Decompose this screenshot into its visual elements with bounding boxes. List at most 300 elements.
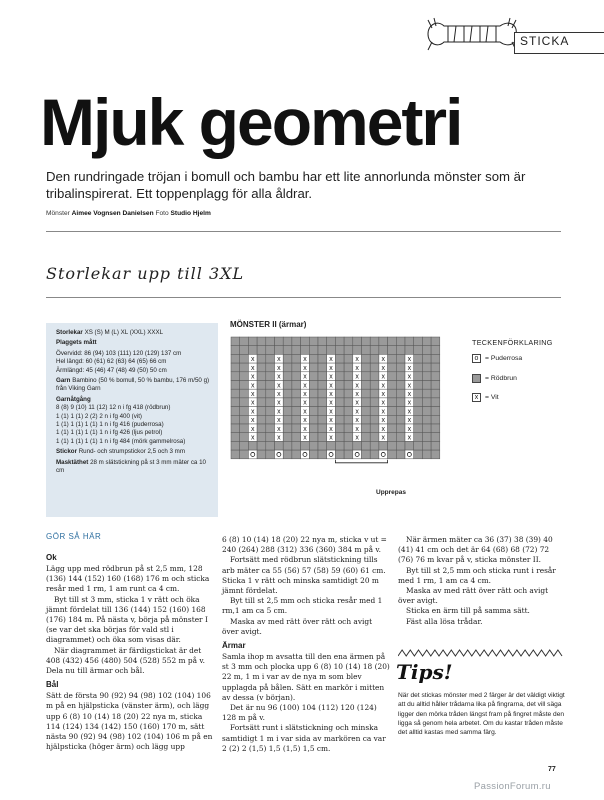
spec-yarn-3: 1 (1) 1 (1) 1 (1) 1 n i fg 416 (puderrosa) [56, 421, 164, 429]
chart-cell-rodbrun [370, 424, 379, 433]
legend-label: = Rödbrun [485, 375, 517, 382]
spec-yarn-5: 1 (1) 1 (1) 1 (1) 1 n i fg 484 (mörk gammelrosa) [56, 437, 186, 445]
chart-cell-rodbrun [266, 415, 275, 424]
chart-cell-rodbrun [335, 354, 344, 363]
chart-cell-rodbrun [396, 398, 405, 407]
chart-cell-rodbrun [257, 398, 266, 407]
chart-cell-rodbrun [292, 398, 301, 407]
chart-cell-rodbrun [362, 372, 371, 381]
chart-cell-rodbrun [362, 346, 371, 355]
paragraph: Fortsätt med rödbrun slätstickning tills arb mäter ca 55 (56) 57 (58) 59 (60) 61 cm. Sticka 1 v rätt och minska samtidigt 20 m jämnt fördelat. [222, 555, 386, 596]
spec-yarn: Bambino (50 % bomull, 50 % bambu, 176 m/50 g) från Viking Garn [56, 377, 210, 393]
chart-cell-rodbrun [335, 441, 344, 450]
spec-measures-label: Plaggets mått [56, 339, 97, 347]
cross-mark: x [329, 417, 333, 425]
chart-cell-rodbrun [266, 433, 275, 442]
chart-cell-rodbrun [388, 363, 397, 372]
chart-cell-rodbrun [414, 407, 423, 416]
chart-cell-rodbrun [266, 450, 275, 459]
chart-cell-rodbrun [231, 407, 240, 416]
paragraph: 6 (8) 10 (14) 18 (20) 22 nya m, sticka v ut = 240 (264) 288 (312) 336 (360) 384 m på v. [222, 535, 387, 555]
cross-mark: x [355, 399, 359, 407]
chart-cell-rodbrun [431, 346, 440, 355]
chart-cell-rodbrun [231, 372, 240, 381]
chart-cell-rodbrun [431, 398, 440, 407]
cross-mark: x [303, 408, 307, 416]
tips-text: När det stickas mönster med 2 färger är det väldigt viktigt att du alltid håller trådarna lika på fingrarna, det vill säga ligger den mörka tråden längst fram på fingret måste den ligga så genom hela arbetet. Om du kastar tråden måste det alltid kastas med samma färg. [398, 692, 565, 737]
chart-cell-rodbrun [309, 407, 318, 416]
chart-cell-rodbrun [335, 363, 344, 372]
chart-cell-rodbrun [309, 450, 318, 459]
chart-cell-rodbrun [318, 389, 327, 398]
repeat-bracket [335, 460, 387, 463]
chart-cell-rodbrun [362, 398, 371, 407]
chart-cell-rodbrun [292, 381, 301, 390]
chart-cell-rodbrun [370, 450, 379, 459]
cross-mark: x [277, 373, 281, 381]
cross-mark: x [251, 425, 255, 433]
page-number: 77 [548, 766, 556, 773]
chart-cell-rodbrun [396, 415, 405, 424]
cross-mark: x [355, 434, 359, 442]
chart-cell-rodbrun [283, 372, 292, 381]
cross-mark: x [407, 408, 412, 416]
cross-mark: x [407, 399, 412, 407]
cross-mark: x [381, 356, 385, 364]
cross-mark: x [329, 408, 333, 416]
spec-yarn-2: 1 (1) 1 (1) 2 (2) 2 n i fg 400 (vit) [56, 412, 142, 420]
chart-cell-rodbrun [422, 433, 431, 442]
chart-cell-rodbrun [344, 372, 353, 381]
cross-mark: x [407, 364, 412, 372]
instructions-heading: GÖR SÅ HÄR [46, 532, 102, 541]
chart-cell-rodbrun [414, 398, 423, 407]
chart-cell-rodbrun [309, 363, 318, 372]
cross-mark: x [251, 382, 255, 390]
chart-cell-rodbrun [388, 398, 397, 407]
chart-cell-rodbrun [266, 363, 275, 372]
credit-pattern-label: Mönster [46, 210, 70, 217]
chart-cell-puderrosa [353, 450, 362, 459]
chart-cell-rodbrun [283, 415, 292, 424]
cross-mark: x [329, 364, 333, 372]
heading-armar: Ärmar [222, 641, 246, 651]
chart-title: MÖNSTER II (ärmar) [230, 320, 307, 329]
lead-paragraph: Den rundringade tröjan i bomull och bambu har ett lite annorlunda mönster som är tribalinspirerat. Ett toppenplagg för alla åldrar. [46, 169, 526, 201]
chart-cell-rodbrun [292, 450, 301, 459]
chart-cell-rodbrun [257, 415, 266, 424]
chart-cell-rodbrun [335, 372, 344, 381]
chart-cell-rodbrun [301, 346, 310, 355]
chart-cell-rodbrun [318, 441, 327, 450]
chart-cell-rodbrun [292, 372, 301, 381]
chart-cell-puderrosa [405, 450, 414, 459]
instructions-col-1 [46, 549, 216, 752]
chart-cell-rodbrun [240, 389, 249, 398]
chart-cell-rodbrun [353, 337, 362, 346]
chart-cell-rodbrun [240, 372, 249, 381]
cross-mark: x [407, 356, 412, 364]
paragraph: Samla ihop m avsatta till den ena ärmen på st 3 mm och plocka upp 6 (8) 10 (14) 18 (20) 22 m, 1 m i var av de nya m som blev upplagda på bålen. Sätt en markör i mitten av dessa (v början). [222, 652, 390, 702]
chart-cell-rodbrun [257, 372, 266, 381]
cross-mark: x [381, 382, 385, 390]
chart-cell-rodbrun [414, 441, 423, 450]
chart-cell-rodbrun [301, 337, 310, 346]
chart-cell-rodbrun [405, 346, 414, 355]
chart-cell-rodbrun [257, 389, 266, 398]
chart-cell-rodbrun [240, 398, 249, 407]
spec-gauge: 28 m slätstickning på st 3 mm mäter ca 10 cm [56, 458, 206, 475]
paragraph: Byt till st 3 mm, sticka 1 v rätt och öka jämnt fördelat till 136 (144) 152 (160) 168 (176) 184 m. På nästa v, börja på mönster I (se var det ska börjas för vald stl i diagrammet) och öka som visas där. [46, 594, 208, 645]
chart-cell-rodbrun [396, 354, 405, 363]
chart-cell-rodbrun [370, 337, 379, 346]
chart-cell-rodbrun [388, 415, 397, 424]
chart-cell-rodbrun [344, 363, 353, 372]
chart-cell-rodbrun [422, 441, 431, 450]
chart-cell-rodbrun [231, 354, 240, 363]
chart-cell-rodbrun [388, 381, 397, 390]
paragraph: Fäst alla lösa trådar. [406, 616, 483, 626]
chart-cell-rodbrun [283, 450, 292, 459]
chart-cell-rodbrun [388, 441, 397, 450]
cross-mark: x [355, 390, 359, 398]
cross-mark: x [355, 425, 359, 433]
chart-cell-rodbrun [292, 389, 301, 398]
chart-cell-rodbrun [283, 398, 292, 407]
spec-yarn-amount-label: Garnåtgång [56, 395, 91, 403]
chart-cell-rodbrun [309, 354, 318, 363]
divider-top [46, 231, 561, 232]
chart-cell-rodbrun [344, 398, 353, 407]
chart-cell-rodbrun [396, 441, 405, 450]
cross-mark: x [251, 356, 255, 364]
spec-needles: Rund- och strumpstickor 2,5 och 3 mm [78, 448, 185, 456]
yarn-skein-icon [424, 16, 520, 52]
chart-cell-puderrosa [301, 450, 310, 459]
chart-cell-rodbrun [257, 354, 266, 363]
cross-mark: x [303, 390, 307, 398]
cross-mark: x [407, 434, 412, 442]
chart-cell-puderrosa [327, 450, 336, 459]
chart-cell-rodbrun [422, 424, 431, 433]
chart-cell-rodbrun [283, 346, 292, 355]
cross-mark: x [303, 373, 307, 381]
cross-mark: x [355, 408, 359, 416]
chart-cell-rodbrun [344, 381, 353, 390]
cross-mark: x [303, 417, 307, 425]
chart-cell-rodbrun [318, 372, 327, 381]
chart-cell-rodbrun [309, 337, 318, 346]
chart-cell-rodbrun [431, 407, 440, 416]
chart-cell-rodbrun [362, 354, 371, 363]
chart-cell-rodbrun [362, 441, 371, 450]
chart-cell-rodbrun [362, 381, 371, 390]
cross-mark: x [277, 408, 281, 416]
chart-cell-rodbrun [275, 337, 284, 346]
chart-cell-rodbrun [327, 441, 336, 450]
chart-cell-rodbrun [257, 381, 266, 390]
chart-cell-rodbrun [318, 450, 327, 459]
chart-cell-rodbrun [231, 363, 240, 372]
chart-cell-rodbrun [414, 433, 423, 442]
credit-photographer: Studio Hjelm [170, 210, 211, 217]
spec-needles-label: Stickor [56, 448, 77, 456]
chart-cell-rodbrun [414, 415, 423, 424]
circle-symbol-icon: o [472, 354, 481, 363]
chart-cell-rodbrun [257, 441, 266, 450]
chart-cell-rodbrun [362, 433, 371, 442]
chart-cell-rodbrun [292, 415, 301, 424]
chart-cell-rodbrun [422, 389, 431, 398]
spec-sizes-label: Storlekar [56, 329, 83, 336]
spec-gauge-label: Masktäthet [56, 458, 89, 466]
chart-cell-rodbrun [388, 450, 397, 459]
chart-cell-rodbrun [370, 441, 379, 450]
credit-designer: Aimee Vognsen Danielsen [71, 210, 154, 217]
chart-cell-rodbrun [318, 354, 327, 363]
spec-yarn-1: 8 (8) 9 (10) 11 (12) 12 n i fg 418 (rödbrun) [56, 404, 171, 412]
chart-cell-rodbrun [283, 363, 292, 372]
legend-item-vit [472, 393, 499, 402]
chart-cell-rodbrun [431, 363, 440, 372]
chart-cell-puderrosa [275, 450, 284, 459]
chart-cell-rodbrun [422, 363, 431, 372]
cross-mark: x [407, 373, 412, 381]
paragraph: När ärmen mäter ca 36 (37) 38 (39) 40 (41) 41 cm och det är 64 (68) 68 (72) 72 (76) 76 m kvar på v, sticka mönster II. [398, 535, 553, 565]
cross-mark: x [277, 356, 281, 364]
chart-cell-rodbrun [335, 450, 344, 459]
paragraph: Sätt de första 90 (92) 94 (98) 102 (104) 106 m på en hjälpsticka (vänster ärm), och lägg upp 6 (8) 10 (14) 18 (20) 22 nya m, sticka 114 (124) 134 (142) 150 (160) 170 m, sätt nästa 90 (92) 94 (98) 102 (104) 106 m på en hjälpsticka (höger ärm) och lägg upp [46, 691, 213, 752]
chart-cell-rodbrun [370, 407, 379, 416]
heading-bal: Bål [46, 680, 59, 690]
chart-cell-rodbrun [231, 450, 240, 459]
chart-cell-rodbrun [431, 433, 440, 442]
chart-cell-rodbrun [335, 407, 344, 416]
cross-mark: x [381, 399, 385, 407]
chart-cell-rodbrun [318, 337, 327, 346]
cross-mark: x [251, 364, 255, 372]
chart-cell-rodbrun [309, 372, 318, 381]
cross-mark: x [277, 417, 281, 425]
watermark: PassionForum.ru [474, 781, 551, 792]
spec-box [46, 323, 218, 517]
chart-cell-rodbrun [344, 433, 353, 442]
chart-cell-rodbrun [422, 450, 431, 459]
cross-mark: x [277, 364, 281, 372]
chart-cell-rodbrun [370, 354, 379, 363]
chart-cell-rodbrun [309, 433, 318, 442]
chart-cell-rodbrun [353, 346, 362, 355]
cross-mark: x [381, 434, 385, 442]
chart-cell-rodbrun [240, 415, 249, 424]
chart-cell-rodbrun [275, 441, 284, 450]
cross-mark: x [329, 373, 333, 381]
chart-cell-rodbrun [335, 337, 344, 346]
chart-cell-rodbrun [414, 389, 423, 398]
chart-cell-rodbrun [266, 372, 275, 381]
chart-cell-rodbrun [283, 433, 292, 442]
chart-cell-rodbrun [362, 450, 371, 459]
chart-cell-rodbrun [362, 424, 371, 433]
cross-mark: x [329, 382, 333, 390]
cross-mark: x [355, 356, 359, 364]
chart-cell-rodbrun [388, 354, 397, 363]
grey-swatch-icon [472, 374, 481, 383]
cross-mark: x [355, 382, 359, 390]
chart-cell-rodbrun [362, 363, 371, 372]
paragraph: Det är nu 96 (100) 104 (112) 120 (124) 128 m på v. [222, 703, 377, 723]
chart-cell-rodbrun [344, 389, 353, 398]
chart-cell-rodbrun [240, 441, 249, 450]
chart-cell-rodbrun [388, 424, 397, 433]
chart-cell-rodbrun [240, 363, 249, 372]
cross-mark: x [277, 390, 281, 398]
chart-cell-rodbrun [379, 441, 388, 450]
chart-cell-rodbrun [370, 415, 379, 424]
chart-cell-rodbrun [292, 354, 301, 363]
chart-cell-rodbrun [257, 424, 266, 433]
section-label: STICKA [520, 34, 570, 48]
paragraph: Byt till st 2,5 mm och sticka resår med 1 rm,1 am ca 5 cm. [222, 596, 383, 616]
cross-mark: x [303, 425, 307, 433]
cross-mark: x [277, 399, 281, 407]
chart-cell-rodbrun [414, 372, 423, 381]
chart-cell-rodbrun [422, 407, 431, 416]
chart-cell-rodbrun [292, 337, 301, 346]
chart-cell-rodbrun [266, 389, 275, 398]
chart-cell-rodbrun [362, 407, 371, 416]
chart-cell-rodbrun [370, 372, 379, 381]
chart-cell-rodbrun [431, 337, 440, 346]
chart-cell-rodbrun [344, 337, 353, 346]
cross-mark: x [303, 434, 307, 442]
chart-cell-rodbrun [396, 424, 405, 433]
chart-cell-rodbrun [353, 441, 362, 450]
chart-cell-rodbrun [257, 433, 266, 442]
chart-cell-rodbrun [292, 424, 301, 433]
spec-yarn-4: 1 (1) 1 (1) 1 (1) 1 n i fg 426 (ljus petrol) [56, 429, 163, 437]
chart-cell-rodbrun [266, 337, 275, 346]
chart-cell-rodbrun [231, 424, 240, 433]
chart-cell-rodbrun [335, 424, 344, 433]
cross-mark: x [381, 390, 385, 398]
cross-symbol-icon: x [472, 393, 481, 402]
spec-sizes: XS (S) M (L) XL (XXL) XXXL [84, 329, 164, 336]
chart-repeat-label: Upprepas [376, 489, 406, 496]
chart-cell-rodbrun [396, 372, 405, 381]
chart-cell-rodbrun [396, 433, 405, 442]
chart-cell-rodbrun [414, 346, 423, 355]
chart-cell-rodbrun [231, 415, 240, 424]
chart-cell-rodbrun [231, 337, 240, 346]
chart-cell-rodbrun [231, 433, 240, 442]
cross-mark: x [251, 373, 255, 381]
chart-cell-rodbrun [396, 450, 405, 459]
chart-cell-rodbrun [422, 398, 431, 407]
chart-cell-rodbrun [309, 424, 318, 433]
chart-cell-rodbrun [414, 381, 423, 390]
chart-cell-rodbrun [309, 389, 318, 398]
chart-cell-rodbrun [431, 389, 440, 398]
chart-cell-rodbrun [318, 363, 327, 372]
chart-cell-rodbrun [388, 389, 397, 398]
chart-cell-rodbrun [344, 407, 353, 416]
chart-cell-rodbrun [388, 372, 397, 381]
cross-mark: x [277, 382, 281, 390]
paragraph: Fortsätt runt i slätstickning och minska samtidigt 1 m i var sida av markören ca var 2 (2) 2 (1,5) 1,5 (1,5) 1,5 cm. [222, 723, 386, 753]
cross-mark: x [277, 425, 281, 433]
cross-mark: x [329, 434, 333, 442]
chart-cell-rodbrun [292, 433, 301, 442]
chart-cell-rodbrun [370, 381, 379, 390]
chart-cell-rodbrun [344, 424, 353, 433]
spec-bust: Övervidd: 86 (94) 103 (111) 120 (129) 137 cm [56, 349, 182, 357]
chart-cell-rodbrun [318, 424, 327, 433]
chart-cell-rodbrun [248, 441, 257, 450]
chart-cell-rodbrun [266, 407, 275, 416]
chart-cell-rodbrun [370, 346, 379, 355]
chart-cell-rodbrun [344, 415, 353, 424]
cross-mark: x [407, 382, 412, 390]
chart-cell-rodbrun [431, 441, 440, 450]
chart-cell-rodbrun [362, 415, 371, 424]
chart-cell-rodbrun [240, 381, 249, 390]
chart-cell-rodbrun [431, 354, 440, 363]
chart-cell-rodbrun [370, 389, 379, 398]
chart-cell-rodbrun [362, 337, 371, 346]
chart-cell-rodbrun [422, 346, 431, 355]
chart-cell-rodbrun [335, 398, 344, 407]
chart-cell-rodbrun [240, 354, 249, 363]
cross-mark: x [329, 390, 333, 398]
cross-mark: x [381, 408, 385, 416]
chart-cell-rodbrun [396, 337, 405, 346]
cross-mark: x [407, 390, 412, 398]
chart-cell-rodbrun [231, 441, 240, 450]
chart-cell-rodbrun [309, 346, 318, 355]
knitting-chart [230, 336, 442, 504]
chart-cell-rodbrun [422, 415, 431, 424]
paragraph: Sticka en ärm till på samma sätt. [406, 606, 530, 616]
paragraph: Byt till st 2,5 mm och sticka runt i resår med 1 rm, 1 am ca 4 cm. [398, 565, 556, 585]
cross-mark: x [303, 364, 307, 372]
chart-cell-rodbrun [283, 407, 292, 416]
paragraph: Maska av med rätt över rätt och avigt över avigt. [222, 616, 373, 636]
cross-mark: x [303, 382, 307, 390]
chart-cell-rodbrun [431, 415, 440, 424]
cross-mark: x [381, 373, 385, 381]
chart-cell-rodbrun [309, 415, 318, 424]
paragraph: Maska av med rätt över rätt och avigt över avigt. [398, 586, 549, 606]
chart-cell-puderrosa [379, 450, 388, 459]
cross-mark: x [251, 399, 255, 407]
chart-cell-rodbrun [431, 372, 440, 381]
chart-cell-rodbrun [370, 398, 379, 407]
chart-cell-rodbrun [414, 450, 423, 459]
chart-cell-rodbrun [240, 433, 249, 442]
chart-cell-rodbrun [335, 346, 344, 355]
chart-cell-rodbrun [257, 346, 266, 355]
chart-cell-rodbrun [327, 346, 336, 355]
spec-yarn-label: Garn [56, 377, 71, 385]
chart-cell-rodbrun [301, 441, 310, 450]
chart-cell-rodbrun [335, 433, 344, 442]
chart-cell-rodbrun [335, 381, 344, 390]
cross-mark: x [251, 390, 255, 398]
chart-cell-rodbrun [335, 415, 344, 424]
divider-bottom [46, 297, 561, 298]
chart-cell-rodbrun [396, 381, 405, 390]
